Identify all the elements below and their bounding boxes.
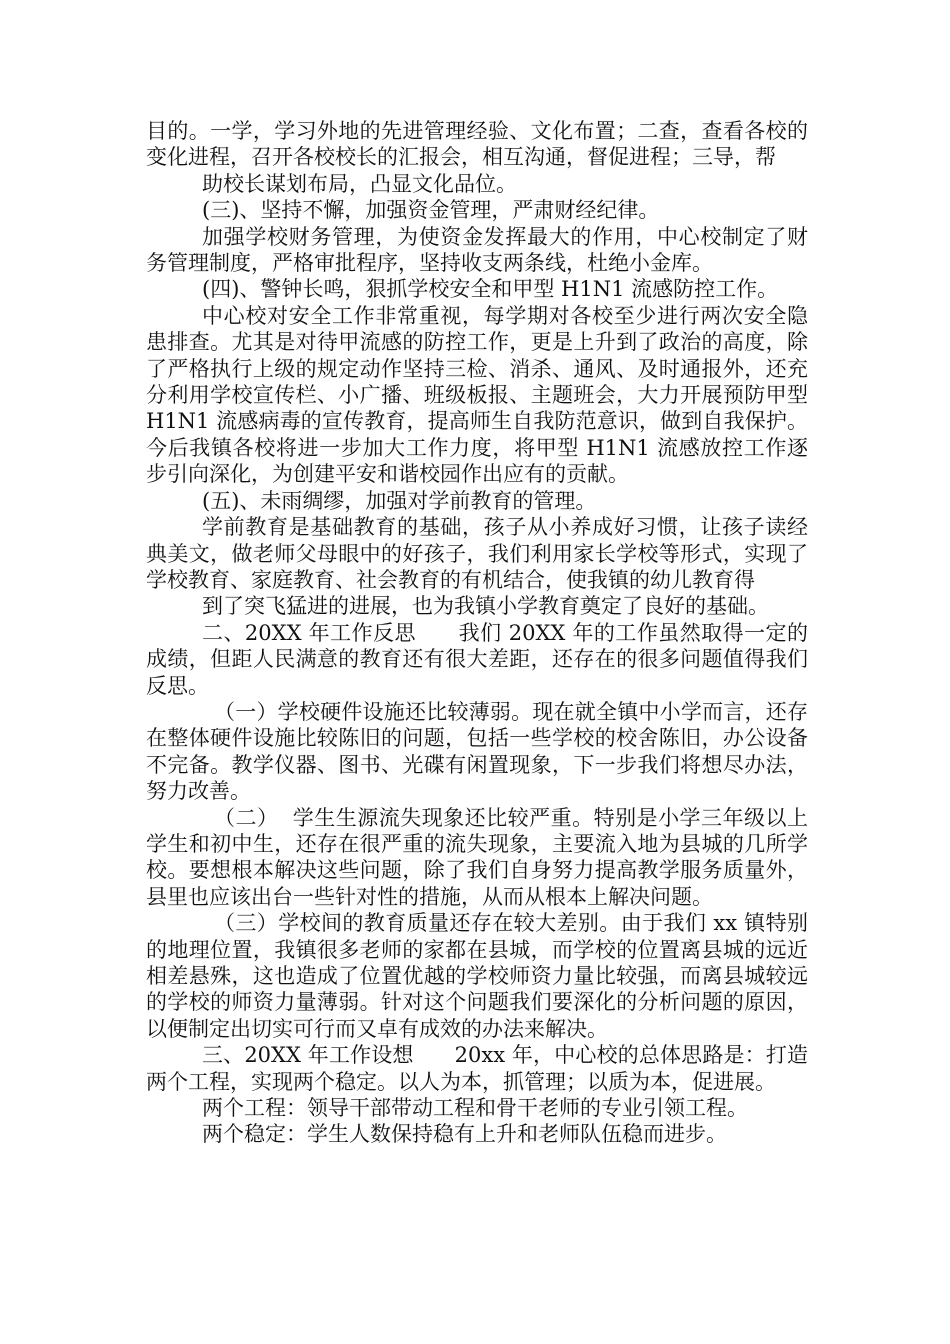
paragraph: 目的。一学，学习外地的先进管理经验、文化布置；二查，查看各校的变化进程，召开各校校长的汇报会，相互沟通，督促进程；三导，帮 (146, 119, 808, 170)
paragraph: 两个工程：领导干部带动工程和骨干老师的专业引领工程。 (202, 1096, 748, 1121)
paragraph: 中心校对安全工作非常重视，每学期对各校至少进行两次安全隐患排查。尤其是对待甲流感的防控工作，更是上升到了政治的高度，除了严格执行上级的规定动作坚持三检、消杀、通风、及时通报外，还充分利用学校宣传栏、小广播、班级板报、主题班会，大力开展预防甲型 H1N1 流感病毒的宣传教育，提高师生自我防范意识，做到自我保护。今后我镇各校将进一步加大工作力度，将甲型 H1N1 流感放控工作逐步引向深化，为创建平安和谐校园作出应有的贡献。 (146, 303, 815, 487)
section-heading: 二、20XX 年工作反思 我们 20XX 年的工作虽然取得一定的成绩，但距人民满意的教育还有很大差距，还存在的很多问题值得我们反思。 (146, 620, 808, 698)
paragraph: 学前教育是基础教育的基础，孩子从小养成好习惯，让孩子读经典美文，做老师父母眼中的好孩子，我们利用家长学校等形式，实现了学校教育、家庭教育、社会教育的有机结合，使我镇的幼儿教育得 (146, 515, 808, 592)
paragraph: 两个稳定：学生人数保持稳有上升和老师队伍稳而进步。 (202, 1122, 727, 1147)
paragraph: （三）学校间的教育质量还存在较大差别。由于我们 xx 镇特别的地理位置，我镇很多老师的家都在县城，而学校的位置离县城的远近相差悬殊，这也造成了位置优越的学校师资力量比较强，而离县城较远的学校的师资力量薄弱。针对这个问题我们要深化的分析问题的原因，以便制定出切实可行而又卓有成效的办法来解决。 (146, 911, 808, 1041)
paragraph: 到了突飞猛进的进展，也为我镇小学教育奠定了良好的基础。 (202, 594, 769, 619)
document-body (146, 118, 815, 1148)
section-heading: (四)、警钟长鸣，狠抓学校安全和甲型 H1N1 流感防控工作。 (202, 277, 779, 302)
paragraph: 加强学校财务管理，为使资金发挥最大的作用，中心校制定了财务管理制度，严格审批程序，坚持收支两条线，杜绝小金库。 (146, 224, 808, 276)
section-heading: (三)、坚持不懈，加强资金管理，严肃财经纪律。 (202, 198, 660, 223)
section-heading: 三、20XX 年工作设想 20xx 年，中心校的总体思路是：打造两个工程，实现两个稳定。以人为本，抓管理；以质为本，促进展。 (146, 1043, 808, 1094)
section-heading: (五)、未雨绸缪，加强对学前教育的管理。 (202, 488, 597, 513)
paragraph: （二） 学生生源流失现象还比较严重。特别是小学三年级以上学生和初中生，还存在很严重的流失现象，主要流入地为县城的几所学校。要想根本解决这些问题，除了我们自身努力提高教学服务质量外，县里也应该出台一些针对性的措施，从而从根本上解决问题。 (146, 805, 808, 909)
paragraph: （一）学校硬件设施还比较薄弱。现在就全镇中小学而言，还存在整体硬件设施比较陈旧的问题，包括一些学校的校舍陈旧，办公设备不完备。教学仪器、图书、光碟有闲置现象，下一步我们将想尽办法，努力改善。 (146, 699, 808, 804)
paragraph: 助校长谋划布局，凸显文化品位。 (202, 171, 517, 196)
